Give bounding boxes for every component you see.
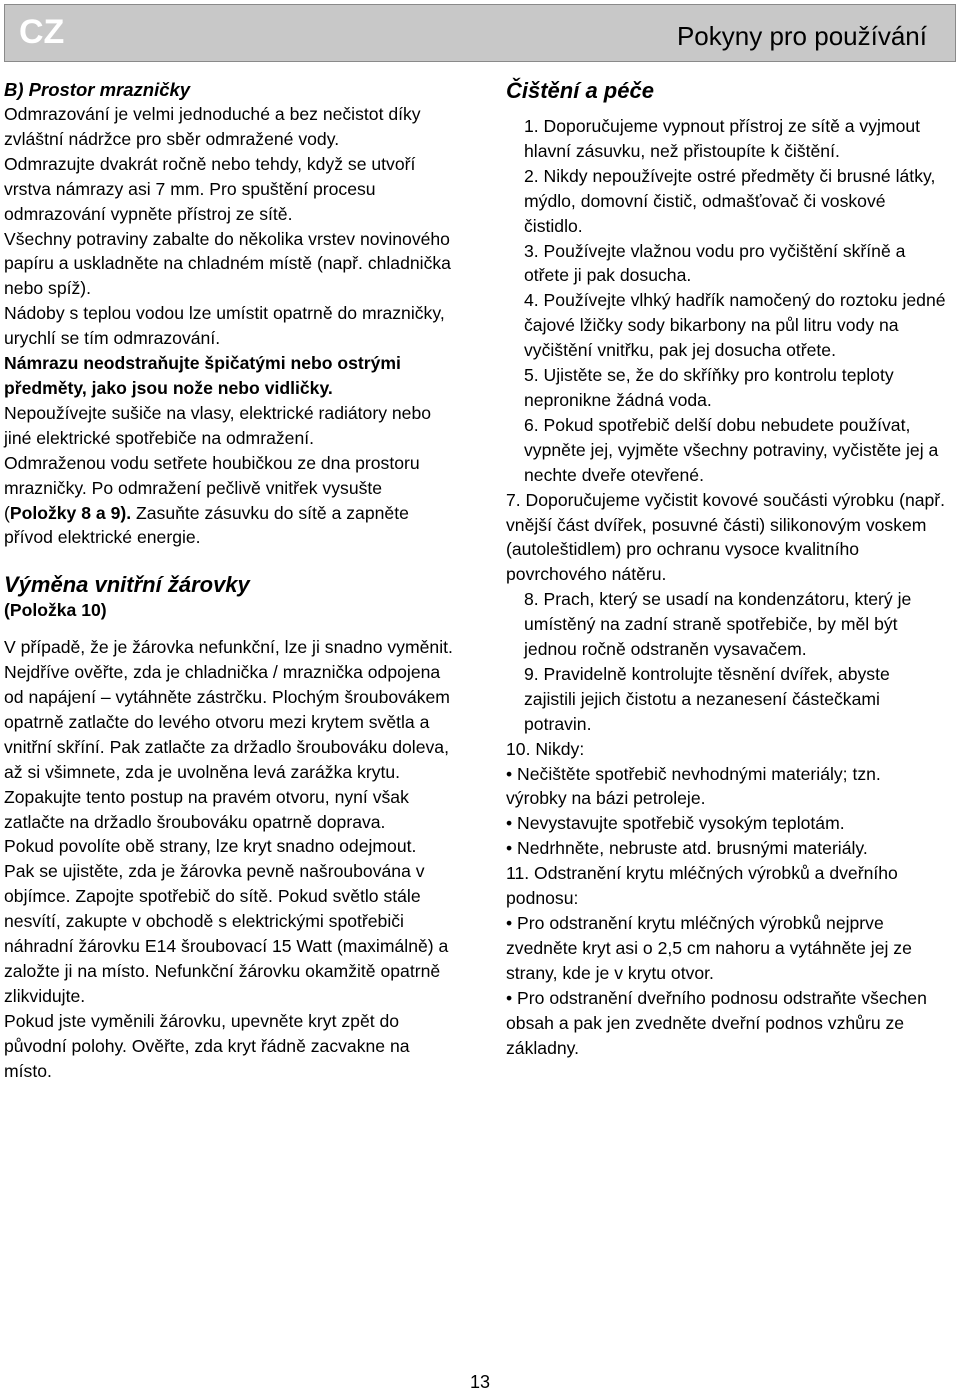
freezer-paragraph-3: Všechny potraviny zabalte do několika vrstev novinového papíru a uskladněte na chladném místě (např. chladnička nebo spíž). bbox=[4, 228, 451, 299]
cleaning-item-3: 3. Používejte vlažnou vodu pro vyčištění skříně a otřete ji pak dosucha. bbox=[524, 240, 906, 286]
bulb-paragraph-4: Pokud jste vyměnili žárovku, upevněte kryt zpět do původní polohy. Ověřte, zda kryt řádně zacvakne na místo. bbox=[4, 1010, 410, 1081]
never-bullet-1: • Nečištěte spotřebič nevhodnými materiály; tzn. výrobky na bázi petroleje. bbox=[506, 763, 881, 809]
never-bullet-2: • Nevystavujte spotřebič vysokým teplotám. bbox=[506, 813, 845, 834]
left-column bbox=[4, 78, 454, 1084]
removal-bullet-2: • Pro odstranění dveřního podnosu odstraňte všechen obsah a pak jen zvedněte dveřní podnos vzhůru ze základny. bbox=[506, 987, 927, 1058]
freezer-paragraph-5: Nepoužívejte sušiče na vlasy, elektrické radiátory nebo jiné elektrické spotřebiče na odmražení. bbox=[4, 402, 432, 448]
bulb-paragraph-3: Pak se ujistěte, zda je žárovka pevně našroubována v objímce. Zapojte spotřebič do sítě. Pokud světlo stále nesvítí, zakupte v obchodě s elektrickými spotřebiči náhradní žárovku E14 šroubovací 15 Watt (maximálně) a založte ji na místo. Nefunkční žárovku okamžitě opatrně zlikvidujte. bbox=[4, 861, 449, 1006]
cleaning-item-1: 1. Doporučujeme vypnout přístroj ze sítě a vyjmout hlavní zásuvku, než přistoupíte k čištění. bbox=[524, 116, 921, 161]
freezer-paragraph-4: Nádoby s teplou vodou lze umístit opatrně do mrazničky, urychlí se tím odmrazování. bbox=[4, 303, 445, 349]
cleaning-item-8: 8. Prach, který se usadí na kondenzátoru, který je umístěný na zadní straně spotřebiče, by měl být jednou ročně odstraněn vysavačem. bbox=[524, 589, 912, 660]
bulb-subheading: (Položka 10) bbox=[4, 600, 107, 621]
freezer-paragraph-6 bbox=[4, 451, 454, 551]
freezer-heading: B) Prostor mrazničky bbox=[4, 79, 191, 100]
freezer-paragraph-6-start: Odmraženou vodu setřete houbičkou ze dna prostoru mrazničky. Po odmražení pečlivě vnitřek vysušte ( bbox=[4, 452, 420, 523]
cleaning-item-4: 4. Používejte vlhký hadřík namočený do roztoku jedné čajové lžičky sody bikarbony na půl litru vody na vyčištění vnitřku, pak jej dosucha otřete. bbox=[524, 290, 946, 361]
bulb-paragraph-2: Pokud povolíte obě strany, lze kryt snadno odejmout. bbox=[4, 836, 417, 857]
removal-bullet-1: • Pro odstranění krytu mléčných výrobků nejprve zvedněte kryt asi o 2,5 cm nahoru a vytáhněte jej ze strany, kde je v krytu otvor. bbox=[506, 913, 912, 983]
cleaning-item-9: 9. Pravidelně kontrolujte těsnění dvířek, abyste zajistili jejich čistotu a nezanesení částečkami potravin. bbox=[524, 663, 890, 734]
bulb-heading: Výměna vnitřní žárovky bbox=[4, 572, 250, 598]
cleaning-item-7: 7. Doporučujeme vyčistit kovové součásti výrobku (např. vnější část dvířek, posuvné části) silikonovým voskem (autoleštidlem) pro ochranu vysoce kvalitního povrchového nátěru. bbox=[506, 489, 946, 585]
cleaning-item-5: 5. Ujistěte se, že do skříňky pro kontrolu teploty nepronikne žádná voda. bbox=[524, 365, 894, 410]
right-column bbox=[506, 78, 946, 1060]
freezer-items-ref: Položky 8 a 9). bbox=[9, 502, 132, 523]
header-title: Pokyny pro používání bbox=[676, 21, 927, 51]
language-code: CZ bbox=[19, 13, 65, 51]
cleaning-heading: Čištění a péče bbox=[506, 78, 654, 103]
never-bullet-3: • Nedrhněte, nebruste atd. brusnými materiály. bbox=[506, 838, 868, 859]
cleaning-item-2: 2. Nikdy nepoužívejte ostré předměty či brusné látky, mýdlo, domovní čistič, odmašťovač či voskové čistidlo. bbox=[524, 165, 936, 236]
cleaning-item-10: 10. Nikdy: bbox=[506, 738, 585, 759]
freezer-paragraph-6-end: Zasuňte zásuvku do sítě a zapněte přívod elektrické energie. bbox=[4, 502, 409, 548]
page-number: 13 bbox=[469, 1372, 491, 1392]
cleaning-item-11: 11. Odstranění krytu mléčných výrobků a dveřního podnosu: bbox=[506, 863, 898, 909]
bulb-paragraph-1: V případě, že je žárovka nefunkční, lze ji snadno vyměnit. Nejdříve ověřte, zda je chladnička / mraznička odpojena od napájení – vytáhněte zástrčku. Plochým šroubovákem opatrně zatlačte do levého otvoru mezi krytem světla a vnitřní skříní. Pak zatlačte za držadlo šroubováku doleva, až si všimnete, zda je uvolněna levá zarážka krytu. Zopakujte tento postup na pravém otvoru, nyní však zatlačte na držadlo šroubováku opatrně doprava. bbox=[4, 637, 453, 832]
freezer-warning: Námrazu neodstraňujte špičatými nebo ostrými předměty, jako jsou nože nebo vidličky. bbox=[4, 353, 401, 398]
cleaning-item-6: 6. Pokud spotřebič delší dobu nebudete používat, vypněte jej, vyjměte všechny potraviny, vyčistěte jej a nechte dveře otevřené. bbox=[524, 414, 939, 485]
page-header bbox=[4, 4, 956, 62]
freezer-paragraph-1: Odmrazování je velmi jednoduché a bez nečistot díky zvláštní nádržce pro sběr odmražené vody. bbox=[4, 104, 421, 149]
freezer-paragraph-2: Odmrazujte dvakrát ročně nebo tehdy, když se utvoří vrstva námrazy asi 7 mm. Pro spuštění procesu odmrazování vypněte přístroj ze sítě. bbox=[4, 153, 416, 224]
